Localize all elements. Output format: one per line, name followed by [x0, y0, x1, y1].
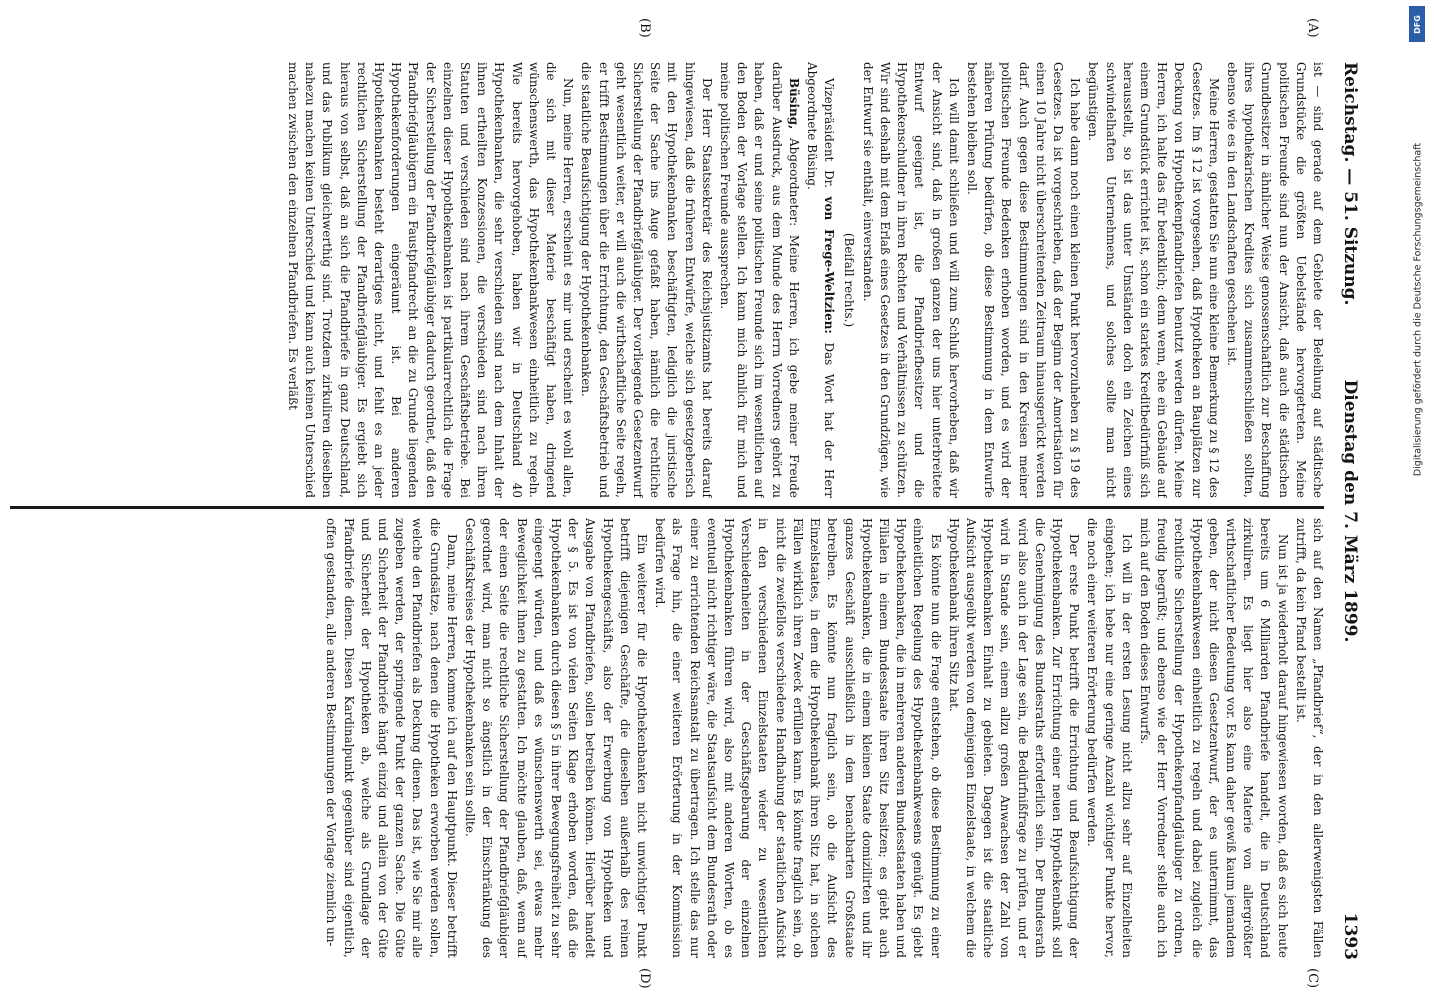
attribution-strip: [1407, 6, 1429, 566]
speaker-text: Abgeordneter: Meine Herren, ich gebe meiner Freude darüber Ausdruck, aus dem Munde des Herrn Vorredners gehört zu haben, daß er und seine politischen Freunde sich im wesentlichen auf den Boden der Vorlage stellen. Ich kann mich ähnlich für mich und meine politischen Freunde aussprechen.: [718, 62, 801, 498]
applause-note: (Beifall rechts.): [841, 232, 856, 328]
paragraph: Dann, meine Herren, komme ich auf den Hauptpunkt. Dieser betrifft die Grundsätze, nach denen die Hypotheken erworben werden sollen, welche den Pfandbriefen als Deckung dienen. Das ist, wie Sie mir alle zugeben werden, der springende Punkt der ganzen Sache. Die Güte und Sicherheit der Pfandbriefe hängt einzig und allein von der Güte und Sicherheit der Hypotheken ab, welche als Grundlage der Pfandbriefe dienen. Diesen Kardinalpunkt gegenüber sind eigentlich, offen gestanden, alle anderen Bestimmungen der Vorlage ziemlich un-: [324, 518, 459, 958]
paragraph: Es könnte nun die Frage entstehen, ob diese Bestimmung zu einer einheitlichen Regelung des Hypothekenbankwesens genügt. Es giebt Hypothekenbanken, die in mehreren anderen Bundesstaaten haben und Filialen in einem Bundesstaate ihren Sitz besitzen; es giebt auch Hypothekenbanken, die in einem kleinen Staate domizilirten und ihr ganzes Geschäft ausschließlich in dem benachbarten Großstaate betreiben. Es könnte nun fraglich sein, ob die Aufsicht des Einzelstaates, in dem die Hypothekenbank ihren Sitz hat, in solchen Fällen wirklich ihren Zweck erfüllen kann. Es könnte fraglich sein, ob nicht die zweifellos verschiedene Handhabung der staatlichen Aufsicht in den verschiedenen Einzelstaaten wieder zu wesentlichen Verschiedenheiten in der Geschäftsgebarung der einzelnen Hypothekenbanken führen wird, also mit anderen Worten, ob es eventuell nicht richtiger wäre, die Staatsaufsicht dem Bundesrath oder einer zu errichtenden Reichsanstalt zu übertragen. Ich stelle das nur als Frage hin, die einer weiteren Erörterung in der Kommission bedürfen wird.: [653, 518, 943, 958]
paragraph: Nun ist ja wiederholt darauf hingewiesen worden, daß es sich heute bereits um 6 Milliarden Pfandbriefe handelt, die in Deutschland zirkuliren. Es liegt hier also eine Materie von allergrößter wirthschaftlicher Bedeutung vor. Es kann daher gewiß kaum jemandem geben, der nicht diesen Gesetzentwurf, der es unternimmt, das Hypothekenbankwesen einheitlich zu regeln und dabei zugleich die rechtliche Sicherstellung der Hypothekenpfandgläubiger zu ordnen, freudig begrüßt; und ebenso wie der Herr Vorredner stelle auch ich mich auf den Boden dieses Entwurfs.: [1137, 518, 1290, 958]
margin-letter-b: (B): [637, 18, 652, 38]
paragraph: Der Herr Staatssekretär des Reichsjustizamts hat bereits darauf hingewiesen, daß die früheren Entwürfe, welche sich gesetzgeberisch mit den Hypothekenbanken beschäftigten, lediglich die juristische Seite der Sache ins Auge gefaßt haben, nämlich die rechtliche Sicherstellung der Pfandbriefgläubiger. Der vorliegende Gesetzentwurf geht wesentlich weiter, er will auch die wirthschaftliche Seite regeln, er trifft Bestimmungen über die Errichtung, den Geschäftsbetrieb und die staatliche Beaufsichtigung der Hypothekenbanken.: [579, 62, 714, 498]
paragraph: Ich will damit schließen und will zum Schluß hervorheben, daß wir der Ansicht sind, daß in großen ganzen der uns hier unterbreitete Entwurf geeignet ist, die Pfandbriefbesitzer und die Hypothekenschuldner in ihren Rechten und Verhältnissen zu schützen. Wir sind deshalb mit dem Erlaß eines Gesetzes in den Grundzügen, wie der Entwurf sie enthält, einverstanden.: [860, 62, 961, 498]
attribution-text: Digitalisierung gefördert durch die Deutsche Forschungsgemeinschaft: [1412, 142, 1424, 477]
margin-letter-c: (C): [1305, 968, 1320, 989]
paragraph: Ich will in der ersten Lesung nicht allzu sehr auf Einzelheiten eingehen; ich hebe nur eine geringe Anzahl wichtiger Punkte hervor, die noch einer weiteren Erörterung bedürfen werden.: [1085, 518, 1134, 958]
speaker-paragraph: [716, 62, 802, 498]
paragraph: Ein weiterer für die Hypothekenbanken nicht unwichtiger Punkt betrifft diejenigen Geschäfte, die dieselben außerhalb des reinen Hypothekengeschäfts, also der Erwerbung von Hypotheken und Ausgabe von Pfandbriefen, sollen betreiben können. Hierüber handelt der § 5. Es ist von vielen Seiten Klage erhoben worden, daß die Hypothekenbanken durch diesen § 5 in ihrer Bewegungsfreiheit zu sehr eingeengt würden, und daß es wünschenswerth sei, etwas mehr Beweglichkeit ihnen zu gestatten. Ich möchte glauben, daß, wenn auf der einen Seite die rechtliche Sicherstellung der Pfandbriefgläubiger geordnet wird, man nicht so ängstlich in der Einschränkung des Geschäftskreises der Hypothekenbanken sein sollte.: [463, 518, 650, 958]
paragraph: Ich habe dann noch einen kleinen Punkt hervorzuheben zu § 19 des Gesetzes. Da ist vorgeschrieben, daß der Beginn der Amortisation für einen 10 Jahre nicht überschreitenden Zeitraum hinausgerückt werden darf. Auch gegen diese Bestimmungen sind in den Kreisen meiner politischen Freunde Bedenken erhoben worden, und es wird der näheren Prüfung bedürfen, ob diese Bestimmung in dem Entwurfe bestehen bleiben soll.: [964, 62, 1083, 498]
margin-letter-a: (A): [1305, 18, 1320, 38]
column-divider: [10, 506, 1324, 509]
speaker-name: Büsing,: [786, 78, 801, 130]
paragraph: ist — sind gerade auf dem Gebiete der Beleihung auf städtische Grundstücke die größten Uebelstände hervorgetreten. Meine politischen Freunde sind nun der Ansicht, daß auch die städtischen Grundbesitzer in ähnlicher Weise genossenschaftlich zur Beschaffung ihres hypothekarischen Kredites sich zusammenschließen sollten, ebenso wie es in den Landschaften geschehen ist.: [1224, 62, 1325, 498]
dfg-logo: DFG: [1409, 6, 1425, 42]
page-header: [1330, 62, 1374, 960]
vice-president-prefix: Vizepräsident Dr.: [822, 78, 837, 197]
paragraph: Der erste Punkt betrifft die Errichtung und Beaufsichtigung der Hypothekenbanken. Zur Errichtung einer neuen Hypothekenbank soll die Genehmigung des Bundesraths erforderlich sein. Der Bundesrath wird also auch in der Lage sein, die Bedürfnißfrage zu prüfen, und er wird in Stande sein, einem allzu großen Anwachsen der Zahl von Hypothekenbanken Einhalt zu gebieten. Dagegen ist die staatliche Aufsicht ausgeübt werden von demjenigen Einzelstaate, in welchem die Hypothekenbank ihren Sitz hat.: [946, 518, 1082, 958]
paragraph: Meine Herren, gestatten Sie nun eine kleine Bemerkung zu § 12 des Gesetzes. Im § 12 ist vorgesehen, daß Hypotheken an Bauplätzen zur Deckung von Hypothekenpfandbriefen benutzt werden dürfen. Meine Herren, ich halte das für bedenklich; denn wenn, ehe ein Gebäude auf einem Grundstück errichtet ist, schon ein starkes Kreditbedürfniß sich herausstellt, so ist das unter Umständen doch ein Zeichen eines schwindelhaften Unternehmens, und solches sollte man nicht begünstigen.: [1086, 62, 1221, 498]
left-column: [8, 62, 1326, 498]
vice-president-name: von Frege-Weltzien:: [822, 196, 837, 334]
right-column: [8, 518, 1326, 958]
vice-president-text: Das Wort hat der Herr Abgeordnete Büsing.: [805, 62, 837, 498]
page-number: 1393: [1340, 912, 1360, 960]
paragraph: Nun, meine Herren, erscheint es mir und erscheint es wohl allen, die sich mit dieser Materie beschäftigt haben, dringend wünschenswerth, das Hypothekenbankwesen einheitlich zu regeln. Wie bereits hervorgehoben, haben wir in Deutschland 40 Hypothekenbanken, die sehr verschieden sind nach dem Inhalt der ihnen ertheilten Konzessionen, die verschieden sind nach ihren Statuten und verschieden sind nach ihrem Geschäftsbetriebe. Bei einzelnen dieser Hypothekenbanken ist partikularrechtlich die Frage der Sicherstellung der Pfandbriefgläubiger dadurch geordnet, daß den Pfandbriefgläubigern ein Faustpfandrecht an die zu Grunde liegenden Hypothekenforderungen eingeräumt ist. Bei anderen Hypothekenbanken besteht derartiges nicht, und fehlt es an jeder rechtlichen Sicherstellung der Pfandbriefgläubiger. Es ergiebt sich hieraus von selbst, daß an sich die Pfandbriefe in ganz Deutschland, und das Publikum gleichwerthig sind. Trotzdem zirkuliren dieselben nahezu machen keinen Unterschied und kann auch keinen Unterschied machen zwischen den einzelnen Pfandbriefen. Es verläßt: [286, 62, 576, 498]
vice-president-remark: [803, 62, 837, 498]
margin-letter-d: (D): [637, 968, 652, 989]
header-session: Reichstag. — 51. Sitzung.: [1340, 62, 1360, 306]
header-date: Dienstag den 7. März 1899.: [1340, 379, 1360, 643]
paragraph: sich auf den Namen „Pfandbrief“, der in den allerwenigsten Fällen zutrifft, da kein Pfand bestellt ist.: [1293, 518, 1325, 958]
